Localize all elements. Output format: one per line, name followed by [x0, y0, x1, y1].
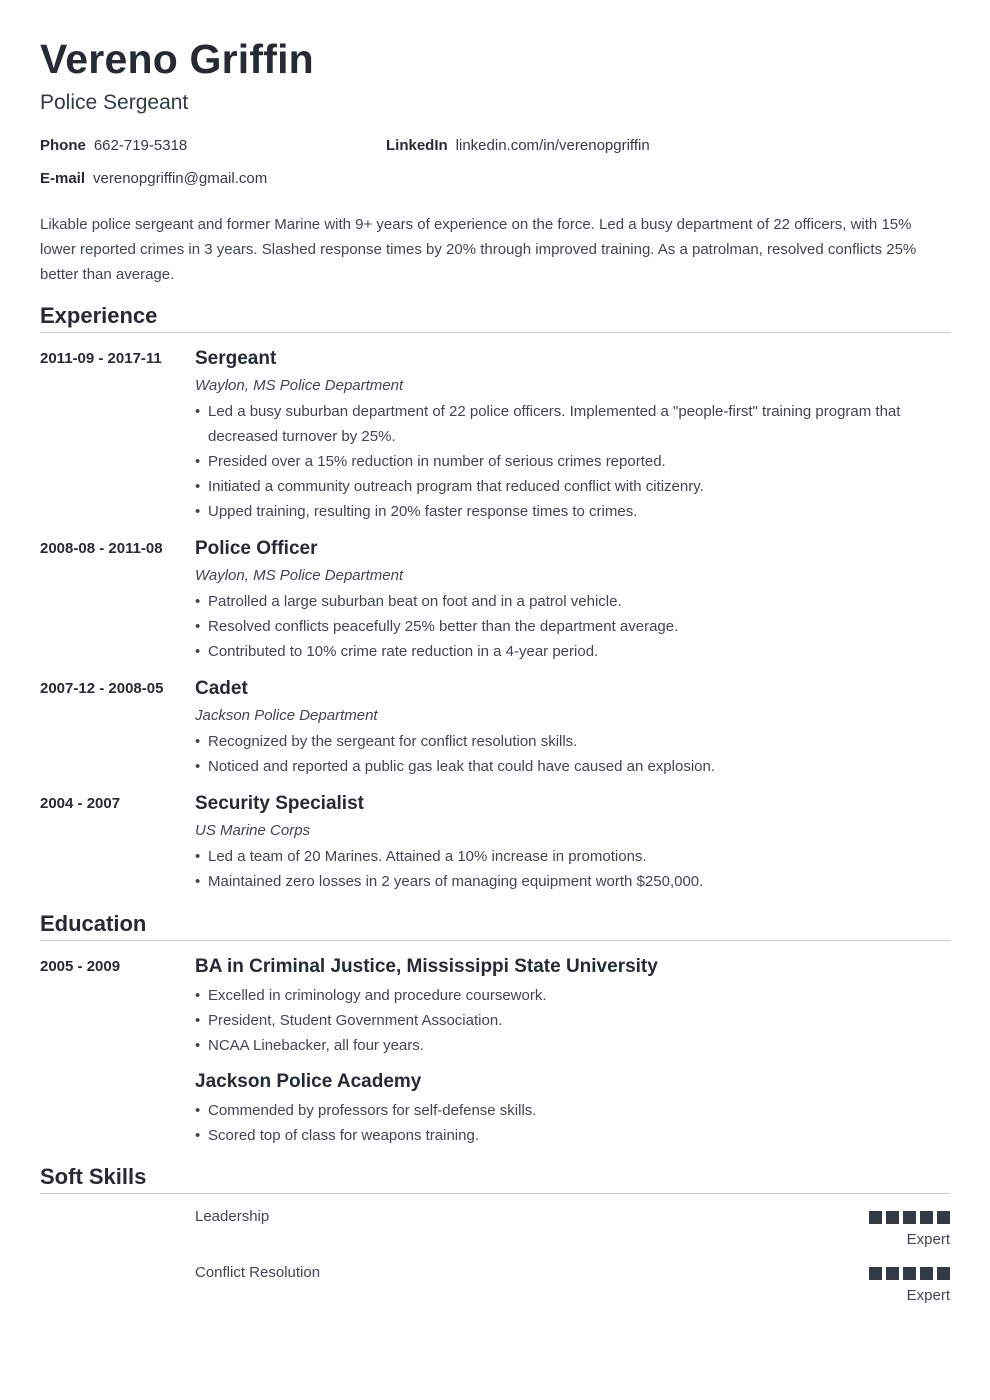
entry-organization: Jackson Police Department [195, 707, 378, 724]
bullet-item: • Maintained zero losses in 2 years of managing equipment worth $250,000. [195, 869, 950, 894]
bullet-item: • Initiated a community outreach program that reduced conflict with citizenry. [195, 474, 950, 499]
email-value: verenopgriffin@gmail.com [93, 170, 268, 187]
experience-heading: Experience [40, 303, 950, 333]
bullet-item: • Led a team of 20 Marines. Attained a 10% increase in promotions. [195, 844, 950, 869]
soft-skills-heading: Soft Skills [40, 1164, 950, 1194]
entry-role: Cadet [195, 678, 248, 699]
rating-square [869, 1211, 882, 1224]
bullet-item: • NCAA Linebacker, all four years. [195, 1033, 950, 1058]
rating-square [903, 1267, 916, 1280]
bullet-item: • Upped training, resulting in 20% faster response times to crimes. [195, 499, 950, 524]
entry-bullets [195, 729, 950, 779]
entry-bullets [195, 1098, 950, 1148]
skill-rating [869, 1211, 950, 1224]
entry-role: Sergeant [195, 348, 277, 369]
skill-row [195, 1208, 950, 1258]
entry-dates: 2008-08 - 2011-08 [40, 540, 163, 557]
summary: Likable police sergeant and former Marine with 9+ years of experience on the force. Led a busy department of 22 officers, with 15% lower reported crimes in 3 years. Slashed response times by 20% through improved training. As a patrolman, resolved conflicts 25% better than average. [40, 216, 917, 283]
skill-name: Leadership [195, 1208, 270, 1225]
linkedin-value: linkedin.com/in/verenopgriffin [455, 137, 650, 154]
skill-name: Conflict Resolution [195, 1264, 321, 1281]
phone-label: Phone [40, 137, 86, 154]
entry-dates: 2005 - 2009 [40, 958, 121, 975]
bullet-item: • Noticed and reported a public gas leak that could have caused an explosion. [195, 754, 950, 779]
rating-square [920, 1211, 933, 1224]
skill-level: Expert [906, 1231, 950, 1248]
contact-linkedin [386, 137, 650, 154]
bullet-item: • Patrolled a large suburban beat on foot and in a patrol vehicle. [195, 589, 950, 614]
entry-bullets [195, 844, 950, 894]
entry-role: Security Specialist [195, 793, 364, 814]
bullet-item: • Presided over a 15% reduction in number of serious crimes reported. [195, 449, 950, 474]
email-label: E-mail [40, 170, 86, 187]
entry-role: Police Officer [195, 538, 318, 559]
rating-square [937, 1267, 950, 1280]
bullet-item: • Resolved conflicts peacefully 25% better than the department average. [195, 614, 950, 639]
rating-square [869, 1267, 882, 1280]
skill-level: Expert [906, 1287, 950, 1304]
phone-value: 662-719-5318 [93, 137, 188, 154]
entry-dates: 2007-12 - 2008-05 [40, 680, 164, 697]
bullet-item: • Scored top of class for weapons training. [195, 1123, 950, 1148]
candidate-title: Police Sergeant [40, 91, 189, 114]
rating-square [886, 1211, 899, 1224]
bullet-item: • Commended by professors for self-defense skills. [195, 1098, 950, 1123]
bullet-item: • Contributed to 10% crime rate reduction in a 4-year period. [195, 639, 950, 664]
candidate-name: Vereno Griffin [40, 36, 314, 82]
entry-degree: BA in Criminal Justice, Mississippi State University [195, 956, 658, 977]
bullet-item: • Led a busy suburban department of 22 police officers. Implemented a "people-first" training program that decreased turnover by 25%. [195, 399, 950, 449]
skill-rating [869, 1267, 950, 1280]
entry-organization: US Marine Corps [195, 822, 311, 839]
rating-square [937, 1211, 950, 1224]
linkedin-label: LinkedIn [386, 137, 448, 154]
entry-organization: Waylon, MS Police Department [195, 567, 404, 584]
bullet-item: • Recognized by the sergeant for conflict resolution skills. [195, 729, 950, 754]
contact-email [40, 170, 267, 187]
entry-degree: Jackson Police Academy [195, 1071, 422, 1092]
bullet-item: • Excelled in criminology and procedure coursework. [195, 983, 950, 1008]
rating-square [920, 1267, 933, 1280]
education-heading: Education [40, 911, 950, 941]
skill-row [195, 1264, 950, 1314]
bullet-item: • President, Student Government Association. [195, 1008, 950, 1033]
contact-phone [40, 137, 187, 154]
entry-organization: Waylon, MS Police Department [195, 377, 404, 394]
entry-bullets [195, 399, 950, 524]
rating-square [886, 1267, 899, 1280]
rating-square [903, 1211, 916, 1224]
entry-bullets [195, 589, 950, 664]
entry-dates: 2011-09 - 2017-11 [40, 350, 162, 367]
entry-bullets [195, 983, 950, 1058]
entry-dates: 2004 - 2007 [40, 795, 121, 812]
